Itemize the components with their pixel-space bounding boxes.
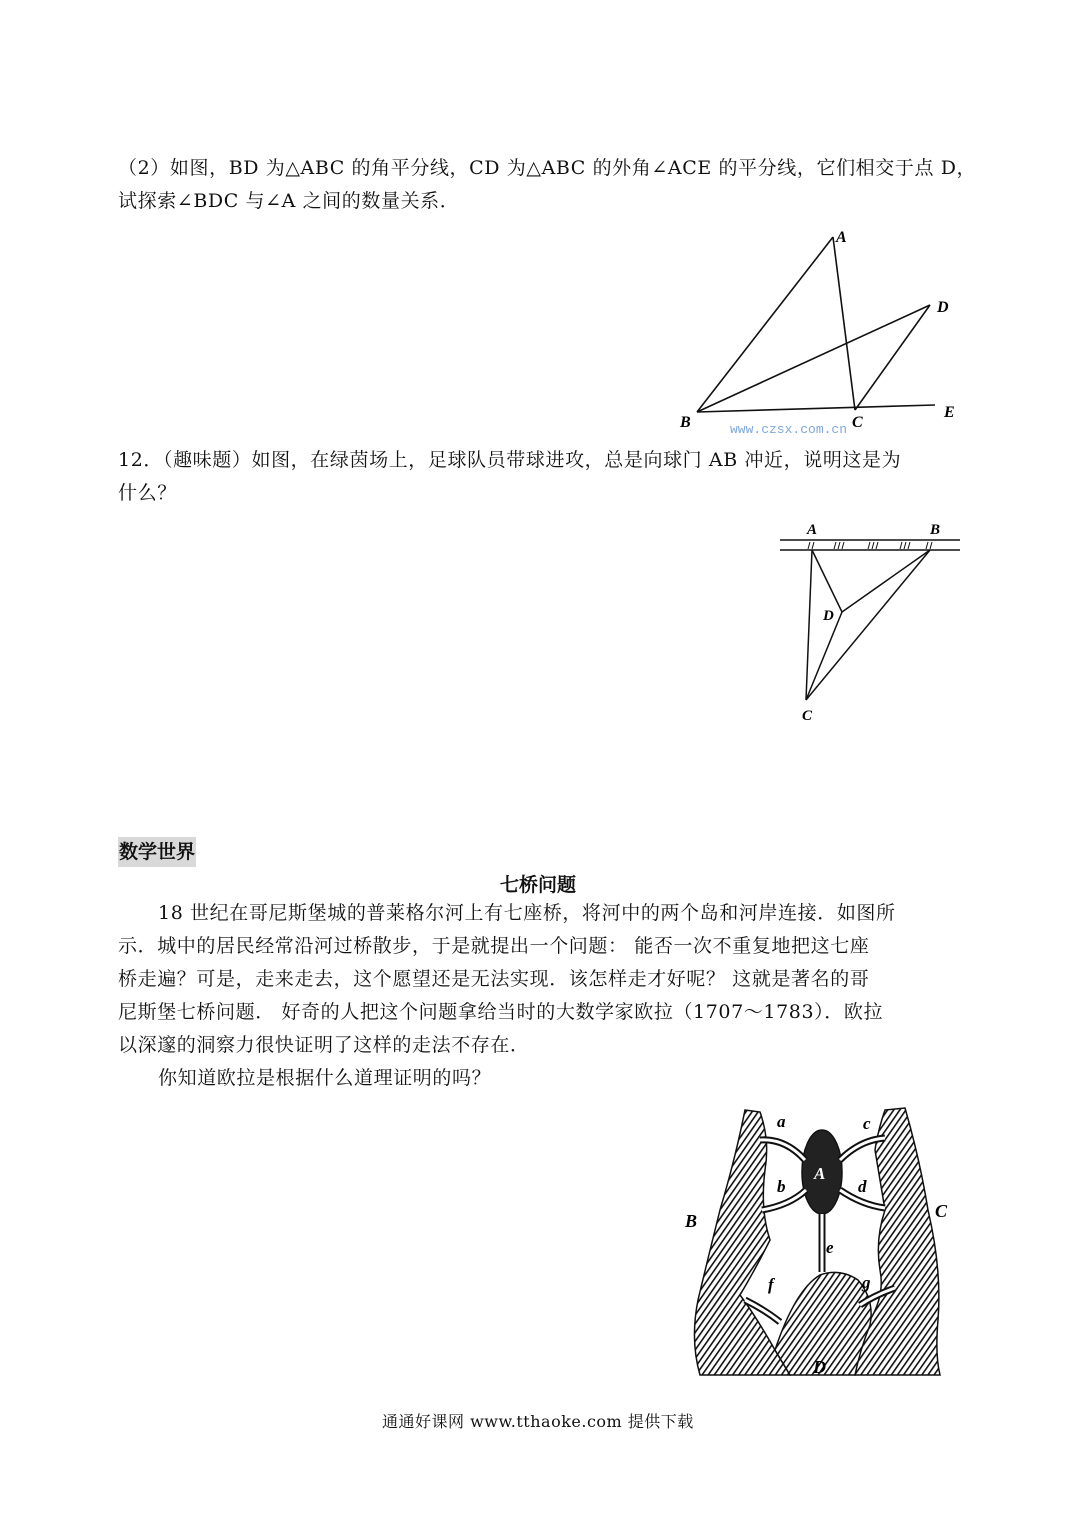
label-c: C bbox=[802, 708, 813, 724]
label-a: A bbox=[807, 522, 818, 538]
paragraph-line-5: 以深邃的洞察力很快证明了这样的走法不存在． bbox=[118, 1034, 530, 1056]
label-island-a: A bbox=[814, 1164, 826, 1183]
label-bridge-c: c bbox=[863, 1114, 871, 1133]
label-bank-c: C bbox=[935, 1201, 948, 1221]
segment-ad bbox=[812, 550, 842, 612]
label-bridge-f: f bbox=[768, 1275, 774, 1294]
label-a: A bbox=[836, 229, 847, 246]
label-d: D bbox=[823, 608, 834, 624]
problem-11-2-line-2: 试探索∠BDC 与∠A 之间的数量关系． bbox=[118, 190, 460, 212]
question-line: 你知道欧拉是根据什么道理证明的吗？ bbox=[158, 1067, 492, 1089]
label-b: B bbox=[930, 522, 941, 538]
label-bank-b: B bbox=[685, 1211, 698, 1231]
problem-12-line-2: 什么？ bbox=[118, 482, 177, 504]
label-bridge-b: b bbox=[777, 1177, 786, 1196]
bank-b bbox=[694, 1110, 790, 1375]
segment-ac bbox=[806, 550, 812, 700]
footer: 通通好课网 www.tthaoke.com 提供下载 bbox=[382, 1412, 694, 1431]
seven-bridges-figure bbox=[680, 1100, 980, 1385]
segment-bc bbox=[806, 550, 930, 700]
paragraph-line-1: 18 世纪在哥尼斯堡城的普莱格尔河上有七座桥，将河中的两个岛和河岸连接．如图所 bbox=[158, 902, 896, 924]
section-label: 数学世界 bbox=[118, 837, 196, 867]
segment-bd bbox=[697, 305, 930, 412]
segment-be bbox=[697, 405, 935, 412]
section-title: 七桥问题 bbox=[500, 874, 577, 896]
paragraph-line-2: 示．城中的居民经常沿河过桥散步，于是就提出一个问题： 能否一次不重复地把这七座 bbox=[118, 935, 870, 957]
paragraph-line-4: 尼斯堡七桥问题． 好奇的人把这个问题拿给当时的大数学家欧拉（1707～1783）．欧拉 bbox=[118, 1001, 884, 1023]
problem-11-2-line-1: （2）如图，BD 为△ABC 的角平分线，CD 为△ABC 的外角∠ACE 的平分线，它们相交于点 D， bbox=[118, 157, 977, 179]
label-d: D bbox=[937, 299, 949, 316]
triangle-bisector-figure bbox=[660, 220, 990, 440]
label-c: C bbox=[852, 414, 863, 431]
label-b: B bbox=[680, 414, 691, 431]
label-bridge-d: d bbox=[858, 1177, 867, 1196]
label-e: E bbox=[944, 404, 955, 421]
label-bridge-e: e bbox=[826, 1238, 834, 1257]
segment-dc bbox=[806, 612, 842, 700]
segment-ab bbox=[697, 237, 833, 412]
label-landmass-d: D bbox=[813, 1357, 826, 1377]
watermark: www.czsx.com.cn bbox=[730, 422, 848, 437]
label-bridge-g: g bbox=[862, 1273, 871, 1292]
bank-c bbox=[855, 1108, 940, 1375]
paragraph-line-3: 桥走遍？可是，走来走去，这个愿望还是无法实现．该怎样走才好呢？ 这就是著名的哥 bbox=[118, 968, 870, 990]
label-bridge-a: a bbox=[777, 1112, 786, 1131]
problem-12-line-1: 12．（趣味题）如图，在绿茵场上，足球队员带球进攻，总是向球门 AB 冲近，说明这是为 bbox=[118, 449, 902, 471]
soccer-goal-figure bbox=[770, 515, 970, 725]
segment-cd bbox=[855, 305, 930, 410]
goal-hatching bbox=[808, 542, 932, 549]
segment-ac bbox=[833, 237, 855, 410]
